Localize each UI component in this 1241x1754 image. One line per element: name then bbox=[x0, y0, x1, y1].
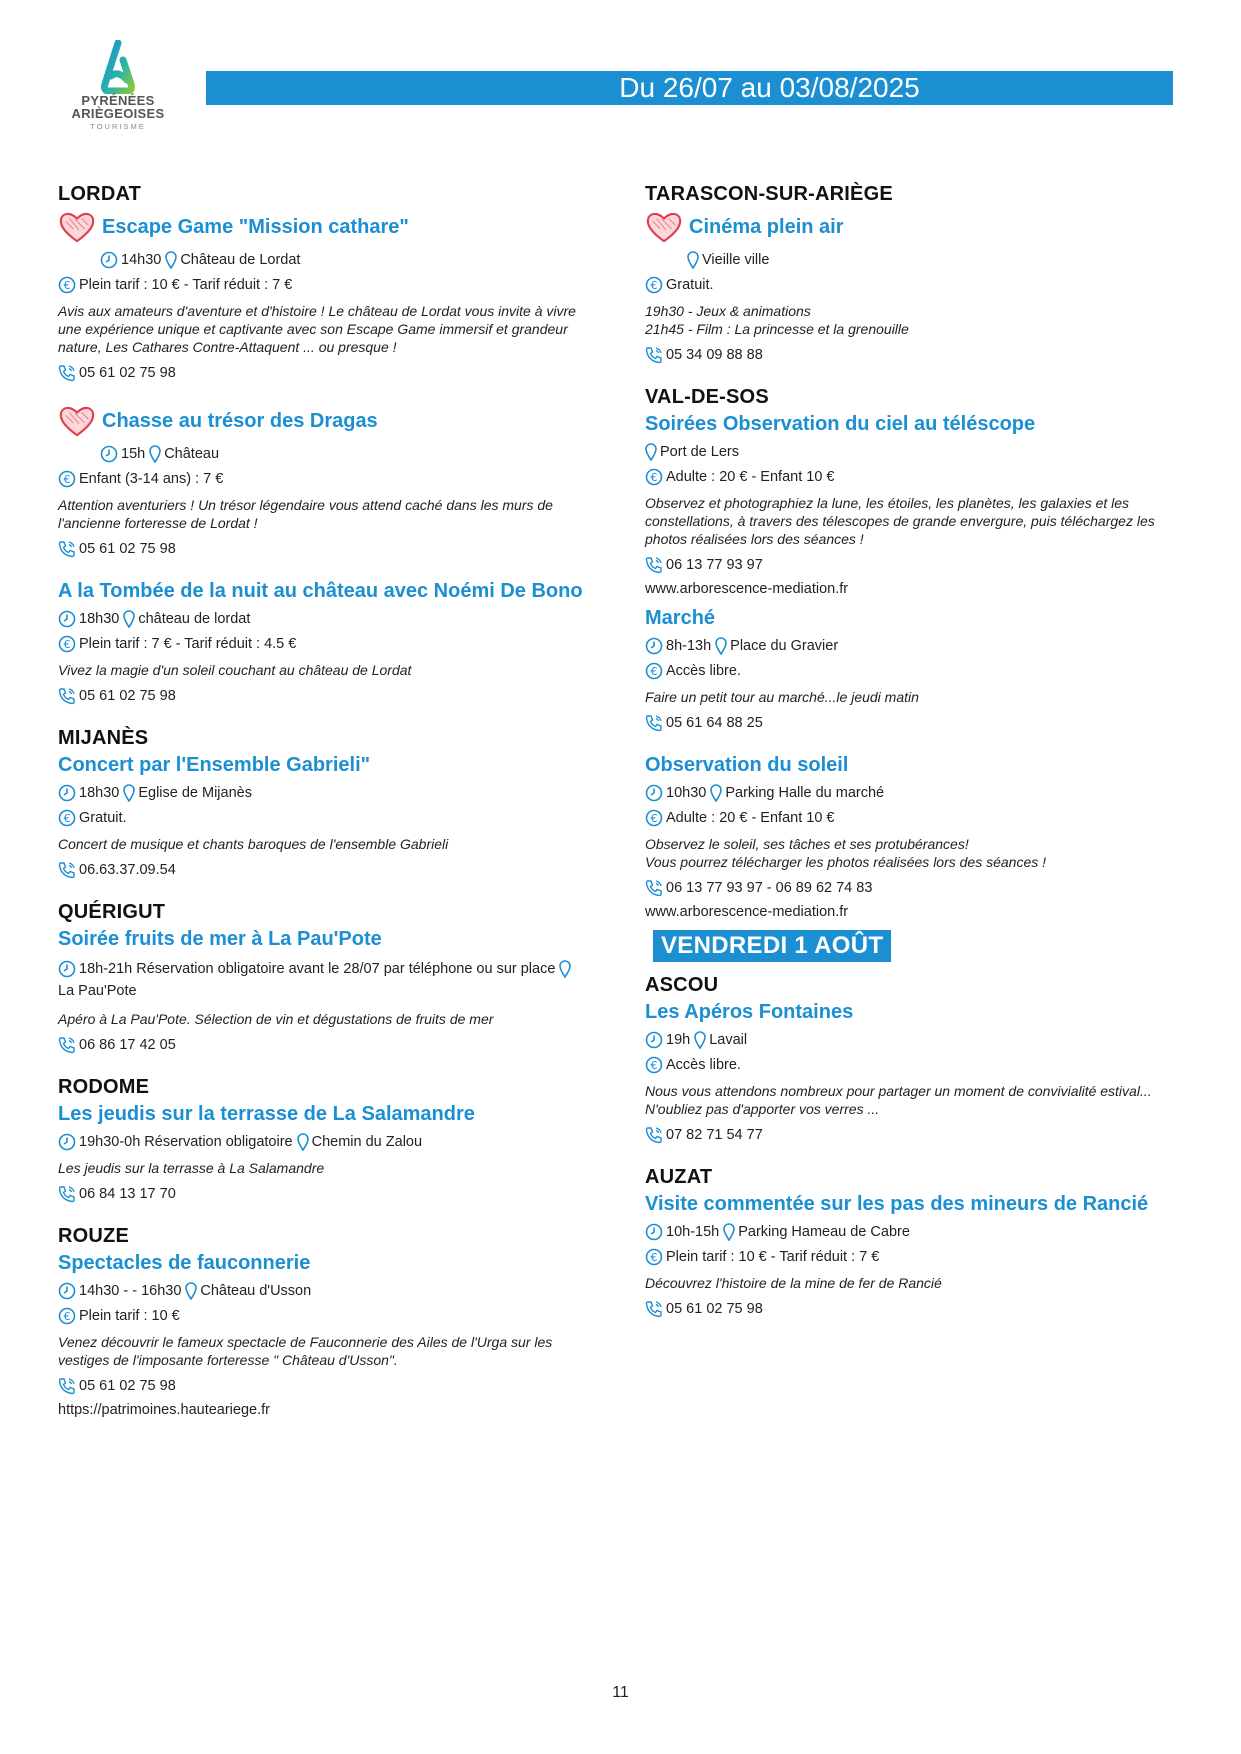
clock-icon bbox=[100, 445, 118, 463]
event-place: La Pau'Pote bbox=[58, 983, 137, 999]
phone-icon bbox=[645, 1300, 663, 1318]
event-phone[interactable]: 06.63.37.09.54 bbox=[79, 862, 176, 878]
clock-icon bbox=[58, 784, 76, 802]
event-description-line: 21h45 - Film : La princesse et la grenouille bbox=[645, 321, 909, 337]
event-card bbox=[58, 1252, 598, 1418]
clock-icon bbox=[58, 1133, 76, 1151]
town-heading: RODOME bbox=[58, 1076, 150, 1098]
event-place: Chemin du Zalou bbox=[311, 1134, 423, 1150]
event-title[interactable]: Observation du soleil bbox=[645, 754, 849, 776]
event-place: Vieille ville bbox=[702, 252, 770, 268]
location-pin-icon bbox=[185, 1282, 197, 1300]
event-phone[interactable]: 05 34 09 88 88 bbox=[666, 347, 763, 363]
euro-icon bbox=[58, 470, 76, 488]
event-website-link[interactable]: www.arborescence-mediation.fr bbox=[645, 904, 849, 920]
event-place: Château de Lordat bbox=[180, 252, 301, 268]
location-pin-icon bbox=[715, 637, 727, 655]
event-title[interactable]: Cinéma plein air bbox=[689, 215, 844, 238]
event-price: Plein tarif : 10 € - Tarif réduit : 7 € bbox=[666, 1249, 880, 1265]
event-website-link[interactable]: https://patrimoines.hauteariege.fr bbox=[58, 1402, 270, 1418]
event-description: Apéro à La Pau'Pote. Sélection de vin et dégustations de fruits de mer bbox=[58, 1011, 494, 1027]
event-description: Découvrez l'histoire de la mine de fer de Rancié bbox=[645, 1275, 942, 1291]
svg-text:€: € bbox=[63, 473, 71, 486]
town-heading: QUÉRIGUT bbox=[58, 901, 166, 923]
event-card bbox=[645, 1001, 1190, 1144]
event-price: Gratuit. bbox=[666, 277, 714, 293]
event-title[interactable]: A la Tombée de la nuit au château avec Noémi De Bono bbox=[58, 580, 583, 602]
euro-icon bbox=[645, 1248, 663, 1266]
town-heading: VAL-DE-SOS bbox=[645, 386, 769, 408]
event-phone[interactable]: 06 86 17 42 05 bbox=[79, 1037, 176, 1053]
brand-logo bbox=[68, 40, 168, 131]
event-time: 10h30 bbox=[666, 785, 707, 801]
event-card bbox=[58, 580, 598, 705]
location-pin-icon bbox=[165, 251, 177, 269]
event-time: 19h bbox=[666, 1032, 691, 1048]
event-phone[interactable]: 07 82 71 54 77 bbox=[666, 1127, 763, 1143]
event-title[interactable]: Concert par l'Ensemble Gabrieli" bbox=[58, 754, 371, 776]
event-description: Attention aventuriers ! Un trésor légendaire vous attend caché dans les murs de l'ancienne forteresse de Lordat ! bbox=[58, 497, 553, 531]
clock-icon bbox=[58, 610, 76, 628]
phone-icon bbox=[58, 1185, 76, 1203]
event-phone[interactable]: 05 61 64 88 25 bbox=[666, 715, 763, 731]
event-price: Accès libre. bbox=[666, 1057, 741, 1073]
clock-icon bbox=[645, 637, 663, 655]
heart-icon bbox=[645, 210, 683, 244]
event-price: Plein tarif : 10 € - Tarif réduit : 7 € bbox=[79, 277, 293, 293]
event-place: Château d'Usson bbox=[200, 1283, 312, 1299]
event-description-line: N'oubliez pas d'apporter vos verres ... bbox=[645, 1101, 880, 1117]
event-card bbox=[58, 404, 598, 558]
event-time: 19h30-0h Réservation obligatoire bbox=[79, 1134, 293, 1150]
logo-text-line2: ARIÈGEOISES bbox=[71, 106, 165, 121]
event-phone[interactable]: 05 61 02 75 98 bbox=[79, 541, 176, 557]
phone-icon bbox=[58, 364, 76, 382]
event-place: Place du Gravier bbox=[730, 638, 839, 654]
town-heading: ROUZE bbox=[58, 1225, 129, 1247]
event-description: Observez et photographiez la lune, les étoiles, les planètes, les galaxies et les constellations, à travers des télescopes de grande envergure, puis téléchargez les photos réalisées lors des séances ! bbox=[645, 495, 1155, 547]
euro-icon bbox=[58, 1307, 76, 1325]
clock-icon bbox=[58, 960, 76, 978]
euro-icon bbox=[645, 1056, 663, 1074]
event-title[interactable]: Soirée fruits de mer à La Pau'Pote bbox=[58, 928, 382, 950]
svg-text:€: € bbox=[650, 471, 658, 484]
svg-text:€: € bbox=[650, 812, 658, 825]
location-pin-icon bbox=[123, 610, 135, 628]
event-card bbox=[58, 928, 598, 1054]
left-column bbox=[58, 177, 598, 1440]
svg-text:€: € bbox=[650, 1059, 658, 1072]
logo-mark-icon bbox=[97, 40, 139, 94]
event-card bbox=[645, 210, 1190, 364]
event-place: Parking Hameau de Cabre bbox=[738, 1224, 910, 1240]
event-description: Faire un petit tour au marché...le jeudi matin bbox=[645, 689, 919, 705]
event-time: 18h30 bbox=[79, 785, 120, 801]
date-range-banner: Du 26/07 au 03/08/2025 bbox=[206, 71, 1173, 105]
event-description-line: Nous vous attendons nombreux pour partager un moment de convivialité estival... bbox=[645, 1083, 1152, 1099]
event-title[interactable]: Visite commentée sur les pas des mineurs de Rancié bbox=[645, 1193, 1149, 1215]
event-time: 10h-15h bbox=[666, 1224, 720, 1240]
event-price: Enfant (3-14 ans) : 7 € bbox=[79, 471, 224, 487]
logo-text-line1: PYRÉNÉES bbox=[81, 93, 155, 108]
town-heading: AUZAT bbox=[645, 1166, 713, 1188]
phone-icon bbox=[645, 556, 663, 574]
town-heading: TARASCON-SUR-ARIÈGE bbox=[645, 183, 893, 205]
event-place: Port de Lers bbox=[660, 444, 739, 460]
event-phone[interactable]: 06 13 77 93 97 - 06 89 62 74 83 bbox=[666, 880, 873, 896]
event-phone[interactable]: 05 61 02 75 98 bbox=[79, 1378, 176, 1394]
town-heading: MIJANÈS bbox=[58, 727, 149, 749]
clock-icon bbox=[645, 784, 663, 802]
svg-text:€: € bbox=[63, 638, 71, 651]
event-description-line: 19h30 - Jeux & animations bbox=[645, 303, 811, 319]
event-phone[interactable]: 05 61 02 75 98 bbox=[79, 365, 176, 381]
event-time: 18h-21h Réservation obligatoire avant le 28/07 par téléphone ou sur place bbox=[79, 961, 556, 977]
phone-icon bbox=[645, 714, 663, 732]
event-price: Accès libre. bbox=[666, 663, 741, 679]
event-time: 8h-13h bbox=[666, 638, 712, 654]
event-card bbox=[58, 1103, 598, 1203]
phone-icon bbox=[645, 879, 663, 897]
clock-icon bbox=[100, 251, 118, 269]
event-place: Parking Halle du marché bbox=[725, 785, 885, 801]
event-time: 14h30 - - 16h30 bbox=[79, 1283, 182, 1299]
right-column bbox=[645, 177, 1190, 1340]
event-description: Avis aux amateurs d'aventure et d'histoire ! Le château de Lordat vous invite à vivre une expérience unique et captivante avec son Escape Game immersif et grandeur nature, Les Cathares Contre-Attaquent ... ou presque ! bbox=[58, 303, 576, 355]
location-pin-icon bbox=[123, 784, 135, 802]
phone-icon bbox=[645, 1126, 663, 1144]
phone-icon bbox=[58, 861, 76, 879]
event-price: Plein tarif : 7 € - Tarif réduit : 4.5 € bbox=[79, 636, 297, 652]
location-pin-icon bbox=[687, 251, 699, 269]
heart-icon bbox=[58, 404, 96, 438]
svg-text:€: € bbox=[650, 279, 658, 292]
event-place: Château bbox=[164, 446, 220, 462]
location-pin-icon bbox=[559, 960, 571, 978]
event-place: château de lordat bbox=[138, 611, 251, 627]
event-phone[interactable]: 05 61 02 75 98 bbox=[666, 1301, 763, 1317]
event-website-link[interactable]: www.arborescence-mediation.fr bbox=[645, 581, 849, 597]
event-time: 15h bbox=[121, 446, 146, 462]
event-card bbox=[645, 607, 1190, 732]
town-heading: LORDAT bbox=[58, 183, 142, 205]
euro-icon bbox=[645, 276, 663, 294]
euro-icon bbox=[58, 635, 76, 653]
event-title[interactable]: Escape Game "Mission cathare" bbox=[102, 215, 409, 238]
event-price: Gratuit. bbox=[79, 810, 127, 826]
event-time: 18h30 bbox=[79, 611, 120, 627]
logo-text-line3: TOURISME bbox=[90, 122, 146, 131]
phone-icon bbox=[58, 1036, 76, 1054]
event-description-line: Vous pourrez télécharger les photos réalisées lors des séances ! bbox=[645, 854, 1047, 870]
svg-text:€: € bbox=[63, 812, 71, 825]
phone-icon bbox=[58, 687, 76, 705]
euro-icon bbox=[58, 809, 76, 827]
clock-icon bbox=[645, 1223, 663, 1241]
event-title[interactable]: Les jeudis sur la terrasse de La Salamandre bbox=[58, 1103, 475, 1125]
location-pin-icon bbox=[694, 1031, 706, 1049]
event-title[interactable]: Les Apéros Fontaines bbox=[645, 1001, 854, 1023]
event-place: Lavail bbox=[709, 1032, 748, 1048]
phone-icon bbox=[58, 1377, 76, 1395]
euro-icon bbox=[645, 662, 663, 680]
event-phone[interactable]: 05 61 02 75 98 bbox=[79, 688, 176, 704]
event-description: Vivez la magie d'un soleil couchant au château de Lordat bbox=[58, 662, 412, 678]
event-phone[interactable]: 06 13 77 93 97 bbox=[666, 557, 763, 573]
svg-text:€: € bbox=[63, 1310, 71, 1323]
euro-icon bbox=[58, 276, 76, 294]
event-description: Les jeudis sur la terrasse à La Salamandre bbox=[58, 1160, 325, 1176]
phone-icon bbox=[58, 540, 76, 558]
phone-icon bbox=[645, 346, 663, 364]
event-card bbox=[645, 754, 1190, 920]
heart-icon bbox=[58, 210, 96, 244]
svg-text:€: € bbox=[63, 279, 71, 292]
location-pin-icon bbox=[645, 443, 657, 461]
location-pin-icon bbox=[297, 1133, 309, 1151]
event-title[interactable]: Soirées Observation du ciel au téléscope bbox=[645, 413, 1036, 435]
event-time: 14h30 bbox=[121, 252, 162, 268]
event-phone[interactable]: 06 84 13 17 70 bbox=[79, 1186, 176, 1202]
euro-icon bbox=[645, 809, 663, 827]
event-place: Eglise de Mijanès bbox=[138, 785, 252, 801]
event-card bbox=[58, 210, 598, 382]
event-description: Concert de musique et chants baroques de l'ensemble Gabrieli bbox=[58, 836, 449, 852]
page-number: 11 bbox=[612, 1684, 629, 1701]
event-description-line: Observez le soleil, ses tâches et ses protubérances! bbox=[645, 836, 969, 852]
svg-text:€: € bbox=[650, 665, 658, 678]
town-heading: ASCOU bbox=[645, 974, 719, 996]
location-pin-icon bbox=[710, 784, 722, 802]
clock-icon bbox=[645, 1031, 663, 1049]
event-title[interactable]: Spectacles de fauconnerie bbox=[58, 1252, 311, 1274]
event-price: Adulte : 20 € - Enfant 10 € bbox=[666, 469, 835, 485]
event-price: Plein tarif : 10 € bbox=[79, 1308, 180, 1324]
event-title[interactable]: Marché bbox=[645, 607, 716, 629]
event-title[interactable]: Chasse au trésor des Dragas bbox=[102, 409, 378, 432]
clock-icon bbox=[58, 1282, 76, 1300]
euro-icon bbox=[645, 468, 663, 486]
event-price: Adulte : 20 € - Enfant 10 € bbox=[666, 810, 835, 826]
event-card bbox=[645, 413, 1190, 597]
day-banner: VENDREDI 1 AOÛT bbox=[653, 930, 891, 962]
location-pin-icon bbox=[723, 1223, 735, 1241]
event-card bbox=[58, 754, 598, 879]
svg-text:€: € bbox=[650, 1251, 658, 1264]
location-pin-icon bbox=[149, 445, 161, 463]
event-card bbox=[645, 1193, 1190, 1318]
event-description: Venez découvrir le fameux spectacle de Fauconnerie des Ailes de l'Urga sur les vestiges de l'imposante forteresse " Château d'Usson". bbox=[58, 1334, 553, 1368]
